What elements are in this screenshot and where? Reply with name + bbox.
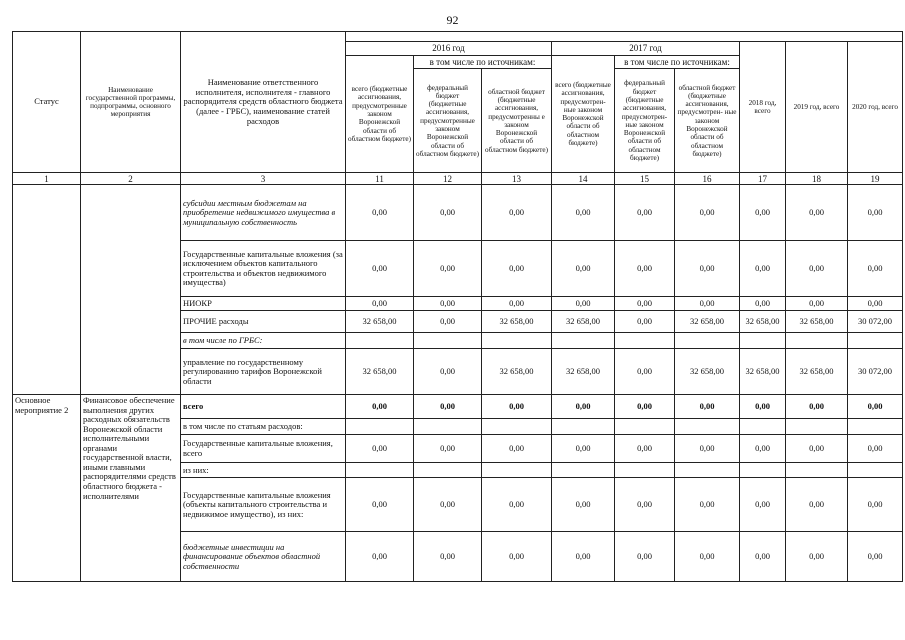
value-cell: 30 072,00 bbox=[848, 349, 903, 395]
value-cell bbox=[414, 463, 482, 478]
value-cell: 0,00 bbox=[615, 395, 675, 419]
value-cell: 0,00 bbox=[675, 395, 740, 419]
value-cell bbox=[848, 333, 903, 349]
column-number-row bbox=[13, 173, 903, 185]
value-cell: 0,00 bbox=[615, 349, 675, 395]
value-cell bbox=[552, 463, 615, 478]
value-cell bbox=[740, 419, 786, 435]
value-cell: 0,00 bbox=[414, 185, 482, 241]
value-cell bbox=[675, 419, 740, 435]
value-cell: 0,00 bbox=[848, 435, 903, 463]
value-cell bbox=[675, 333, 740, 349]
value-cell bbox=[740, 463, 786, 478]
value-cell bbox=[615, 333, 675, 349]
header-federal-2016: федеральный бюджет (бюджетные ассигнования, предусмотренные законом Воронежской области об областном бюджете) bbox=[414, 69, 482, 173]
value-cell bbox=[786, 419, 848, 435]
value-cell: 0,00 bbox=[346, 395, 414, 419]
value-cell bbox=[786, 463, 848, 478]
value-cell: 30 072,00 bbox=[848, 311, 903, 333]
value-cell: 0,00 bbox=[414, 297, 482, 311]
column-number: 17 bbox=[740, 173, 786, 185]
value-cell bbox=[482, 333, 552, 349]
value-cell: 0,00 bbox=[615, 532, 675, 582]
value-cell: 0,00 bbox=[675, 185, 740, 241]
column-number: 13 bbox=[482, 173, 552, 185]
value-cell: 0,00 bbox=[552, 241, 615, 297]
header-program: Наименование государственной программы, подпрограммы, основного мероприятия bbox=[81, 32, 181, 173]
value-cell: 0,00 bbox=[786, 395, 848, 419]
value-cell: 32 658,00 bbox=[675, 311, 740, 333]
value-cell: 0,00 bbox=[740, 297, 786, 311]
value-cell: 32 658,00 bbox=[675, 349, 740, 395]
value-cell bbox=[552, 333, 615, 349]
value-cell: 32 658,00 bbox=[346, 349, 414, 395]
value-cell: 32 658,00 bbox=[740, 349, 786, 395]
row-label: в том числе по статьям расходов: bbox=[181, 419, 346, 435]
row-label: управление по государственному регулированию тарифов Воронежской области bbox=[181, 349, 346, 395]
row-label: Государственные капитальные вложения, всего bbox=[181, 435, 346, 463]
value-cell: 0,00 bbox=[346, 241, 414, 297]
value-cell: 0,00 bbox=[848, 532, 903, 582]
row-label: НИОКР bbox=[181, 297, 346, 311]
header-executor: Наименование ответственного исполнителя, исполнителя - главного распорядителя средств областного бюджета (далее - ГРБС), наименование статей расходов bbox=[181, 32, 346, 173]
value-cell: 0,00 bbox=[482, 478, 552, 532]
value-cell: 0,00 bbox=[482, 435, 552, 463]
value-cell: 0,00 bbox=[740, 395, 786, 419]
value-cell: 0,00 bbox=[848, 478, 903, 532]
value-cell bbox=[848, 419, 903, 435]
status-cell: Основное мероприятие 2 bbox=[13, 395, 81, 582]
row-label: Государственные капитальные вложения (за исключением объектов капитального строительства и объектов недвижимого имущества) bbox=[181, 241, 346, 297]
value-cell: 0,00 bbox=[786, 297, 848, 311]
value-cell: 0,00 bbox=[482, 532, 552, 582]
value-cell: 0,00 bbox=[848, 297, 903, 311]
value-cell: 0,00 bbox=[848, 241, 903, 297]
value-cell: 0,00 bbox=[414, 478, 482, 532]
value-cell bbox=[552, 419, 615, 435]
header-2019: 2019 год, всего bbox=[786, 42, 848, 173]
row-label: субсидии местным бюджетам на приобретение недвижимого имущества в муниципальную собственность bbox=[181, 185, 346, 241]
value-cell: 0,00 bbox=[615, 435, 675, 463]
header-2018: 2018 год, всего bbox=[740, 42, 786, 173]
value-cell: 0,00 bbox=[414, 241, 482, 297]
value-cell bbox=[414, 419, 482, 435]
header-blank-band bbox=[346, 32, 903, 42]
value-cell: 0,00 bbox=[482, 185, 552, 241]
column-number: 2 bbox=[81, 173, 181, 185]
value-cell bbox=[482, 463, 552, 478]
value-cell: 0,00 bbox=[482, 241, 552, 297]
row-label: из них: bbox=[181, 463, 346, 478]
value-cell: 0,00 bbox=[346, 297, 414, 311]
value-cell: 0,00 bbox=[786, 185, 848, 241]
value-cell: 0,00 bbox=[552, 395, 615, 419]
column-number: 14 bbox=[552, 173, 615, 185]
value-cell bbox=[675, 463, 740, 478]
header-federal-2017: федеральный бюджет (бюджетные ассигнования, предусмотрен- ные законом Воронежской области об областном бюджете) bbox=[615, 69, 675, 173]
program-cell: Финансовое обеспечение выполнения других расходных обязательств Воронежской области исполнительными органами государственной власти, иными главными распорядителями средств областного бюджета - исполнителями bbox=[81, 395, 181, 582]
value-cell bbox=[346, 463, 414, 478]
value-cell: 0,00 bbox=[615, 311, 675, 333]
value-cell: 0,00 bbox=[740, 478, 786, 532]
value-cell: 0,00 bbox=[552, 185, 615, 241]
value-cell bbox=[615, 463, 675, 478]
header-regional-2017: областной бюджет (бюджетные ассигнования, предусмотрен- ные законом Воронежской области об областном бюджете) bbox=[675, 69, 740, 173]
header-regional-2016: областной бюджет (бюджетные ассигнования, предусмотренны е законом Воронежской области об областном бюджете) bbox=[482, 69, 552, 173]
column-number: 16 bbox=[675, 173, 740, 185]
value-cell: 0,00 bbox=[346, 478, 414, 532]
value-cell: 0,00 bbox=[615, 297, 675, 311]
value-cell: 0,00 bbox=[615, 478, 675, 532]
column-number: 15 bbox=[615, 173, 675, 185]
status-cell-empty bbox=[13, 185, 81, 395]
value-cell: 32 658,00 bbox=[786, 311, 848, 333]
row-label: ПРОЧИЕ расходы bbox=[181, 311, 346, 333]
value-cell: 32 658,00 bbox=[482, 349, 552, 395]
value-cell: 0,00 bbox=[786, 435, 848, 463]
column-number: 3 bbox=[181, 173, 346, 185]
value-cell: 0,00 bbox=[615, 241, 675, 297]
value-cell bbox=[615, 419, 675, 435]
value-cell: 0,00 bbox=[848, 395, 903, 419]
row-label: всего bbox=[181, 395, 346, 419]
value-cell: 0,00 bbox=[740, 185, 786, 241]
header-status: Статус bbox=[13, 32, 81, 173]
value-cell: 0,00 bbox=[740, 435, 786, 463]
row-label: в том числе по ГРБС: bbox=[181, 333, 346, 349]
value-cell bbox=[848, 463, 903, 478]
row-label: бюджетные инвестиции на финансирование объектов областной собственности bbox=[181, 532, 346, 582]
budget-table bbox=[12, 31, 903, 582]
value-cell: 0,00 bbox=[786, 478, 848, 532]
value-cell: 32 658,00 bbox=[346, 311, 414, 333]
row-label: Государственные капитальные вложения (объекты капитального строительства и недвижимое имущество), из них: bbox=[181, 478, 346, 532]
column-number: 19 bbox=[848, 173, 903, 185]
value-cell bbox=[346, 333, 414, 349]
value-cell: 0,00 bbox=[675, 297, 740, 311]
value-cell: 0,00 bbox=[675, 532, 740, 582]
value-cell: 0,00 bbox=[740, 532, 786, 582]
value-cell bbox=[346, 419, 414, 435]
value-cell: 0,00 bbox=[675, 241, 740, 297]
value-cell: 0,00 bbox=[615, 185, 675, 241]
column-number: 18 bbox=[786, 173, 848, 185]
value-cell: 0,00 bbox=[552, 297, 615, 311]
value-cell: 32 658,00 bbox=[740, 311, 786, 333]
column-number: 11 bbox=[346, 173, 414, 185]
value-cell: 0,00 bbox=[786, 532, 848, 582]
value-cell bbox=[786, 333, 848, 349]
value-cell: 32 658,00 bbox=[552, 311, 615, 333]
header-2020: 2020 год, всего bbox=[848, 42, 903, 173]
column-number: 12 bbox=[414, 173, 482, 185]
value-cell: 0,00 bbox=[414, 435, 482, 463]
value-cell: 32 658,00 bbox=[482, 311, 552, 333]
value-cell: 0,00 bbox=[414, 395, 482, 419]
header-total-2016: всего (бюджетные ассигнования, предусмотренные законом Воронежской области об областном бюджете) bbox=[346, 56, 414, 173]
value-cell: 0,00 bbox=[346, 185, 414, 241]
table-row bbox=[13, 395, 903, 419]
value-cell: 0,00 bbox=[414, 311, 482, 333]
header-incl-sources-2017: в том числе по источникам: bbox=[615, 56, 740, 69]
value-cell: 0,00 bbox=[740, 241, 786, 297]
program-cell-empty bbox=[81, 185, 181, 395]
value-cell: 32 658,00 bbox=[786, 349, 848, 395]
value-cell: 0,00 bbox=[675, 435, 740, 463]
header-incl-sources-2016: в том числе по источникам: bbox=[414, 56, 552, 69]
value-cell bbox=[740, 333, 786, 349]
table-row bbox=[13, 185, 903, 241]
value-cell: 0,00 bbox=[552, 532, 615, 582]
value-cell bbox=[482, 419, 552, 435]
header-year-2017: 2017 год bbox=[552, 42, 740, 56]
value-cell: 0,00 bbox=[552, 478, 615, 532]
value-cell: 32 658,00 bbox=[552, 349, 615, 395]
value-cell: 0,00 bbox=[346, 435, 414, 463]
value-cell: 0,00 bbox=[786, 241, 848, 297]
value-cell: 0,00 bbox=[482, 297, 552, 311]
value-cell: 0,00 bbox=[552, 435, 615, 463]
value-cell: 0,00 bbox=[482, 395, 552, 419]
value-cell: 0,00 bbox=[675, 478, 740, 532]
value-cell: 0,00 bbox=[414, 532, 482, 582]
column-number: 1 bbox=[13, 173, 81, 185]
value-cell: 0,00 bbox=[848, 185, 903, 241]
header-year-2016: 2016 год bbox=[346, 42, 552, 56]
header-total-2017: всего (бюджетные ассигнования, предусмотрен- ные законом Воронежской области об областном бюджете) bbox=[552, 56, 615, 173]
page-number: 92 bbox=[446, 13, 459, 27]
value-cell: 0,00 bbox=[414, 349, 482, 395]
value-cell: 0,00 bbox=[346, 532, 414, 582]
value-cell bbox=[414, 333, 482, 349]
